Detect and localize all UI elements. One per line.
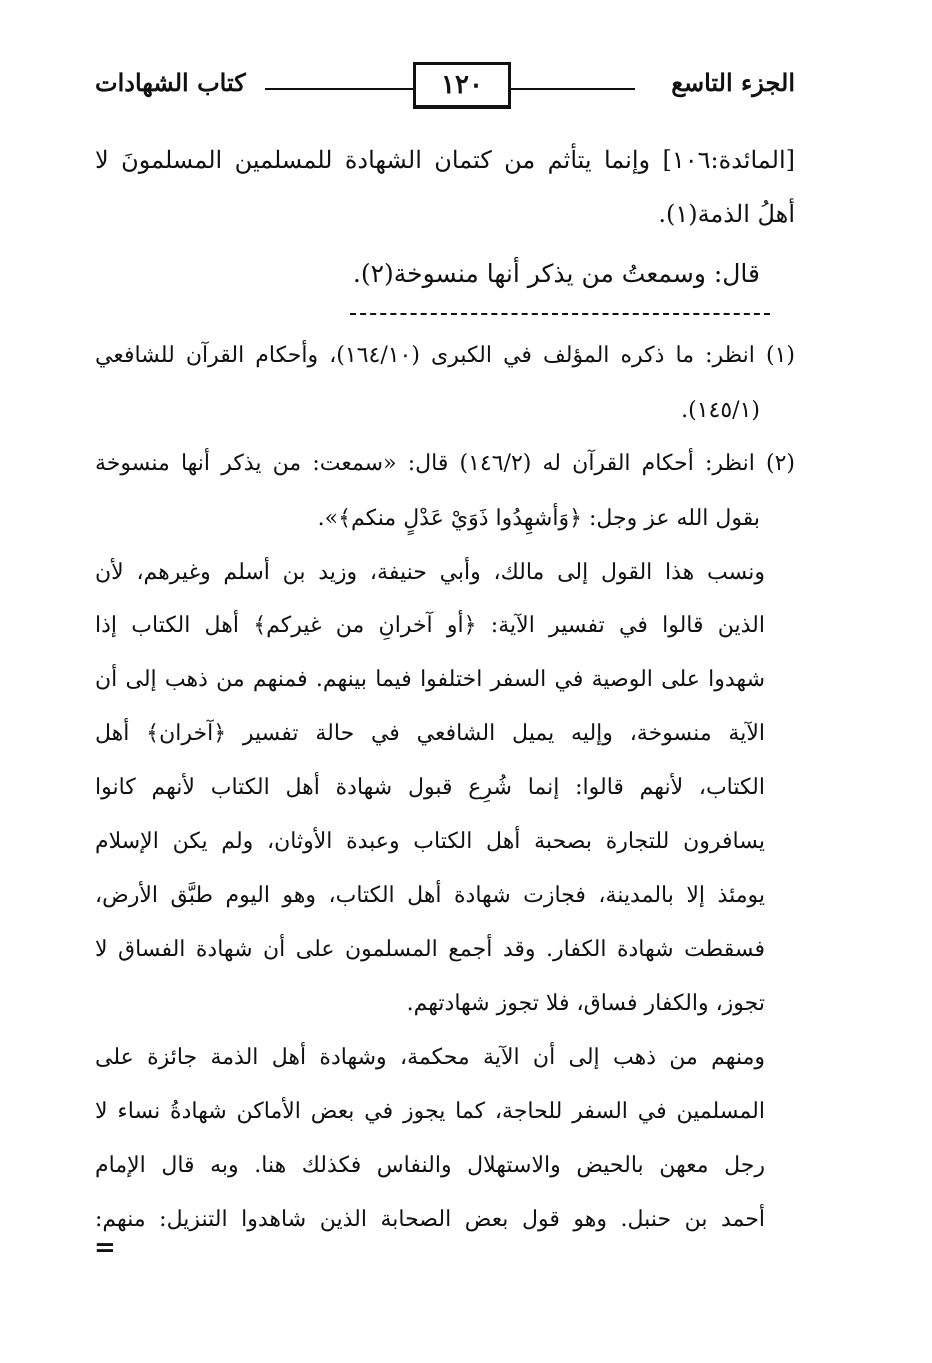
footnote-body-line-1: ونسب هذا القول إلى مالك، وأبي حنيفة، وزيد بن أسلم وغيرهم، لأن [95, 560, 765, 585]
footnote-body-line-8: فسقطت شهادة الكفار. وقد أجمع المسلمون على أن شهادة الفساق لا [95, 937, 765, 962]
footnote-body-line-4: الآية منسوخة، وإليه يميل الشافعي في حالة تفسير ﴿آخران﴾ أهل [95, 721, 765, 746]
page-header [95, 62, 795, 108]
footnote-body-line-9: تجوز، والكفار فساق، فلا تجوز شهادتهم. [406, 991, 765, 1016]
footnote-body-line-5: الكتاب، لأنهم قالوا: إنما شُرِع قبول شهادة أهل الكتاب لأنهم كانوا [95, 775, 765, 800]
header-part-title: الجزء التاسع [671, 68, 795, 97]
footnote-2-line-2: بقول الله عز وجل: ﴿وَأشهِدُوا ذَوَيْ عَدْلٍ منكم﴾». [317, 506, 760, 531]
footnote-body-line-2: الذين قالوا في تفسير الآية: ﴿أو آخرانِ من غيركم﴾ أهل الكتاب إذا [95, 613, 765, 638]
footnote-separator [350, 313, 770, 315]
header-book-title: كتاب الشهادات [95, 68, 246, 97]
main-text-line-2: أهلُ الذمة(١). [658, 200, 795, 228]
footnote-1-line-1: (١) انظر: ما ذكره المؤلف في الكبرى (١٦٤/١٠)، وأحكام القرآن للشافعي [95, 343, 795, 368]
continuation-mark: = [94, 1233, 116, 1263]
footnote-body-line-7: يومئذ إلا بالمدينة، فجازت شهادة أهل الكتاب، وهو اليوم طبَّق الأرض، [95, 883, 765, 908]
main-text-line-3: قال: وسمعتُ من يذكر أنها منسوخة(٢). [352, 259, 760, 288]
footnote-body-line-3: شهدوا على الوصية في السفر اختلفوا فيما بينهم. فمنهم من ذهب إلى أن [95, 667, 765, 692]
footnote-body-line-11: المسلمين في السفر للحاجة، كما يجوز في بعض الأماكن شهادةُ نساء لا [95, 1099, 765, 1124]
main-text-line-1: [المائدة:١٠٦] وإنما يتأثم من كتمان الشهادة للمسلمين المسلمونَ لا [95, 146, 795, 174]
footnote-body-line-6: يسافرون للتجارة بصحبة أهل الكتاب وعبدة الأوثان، ولم يكن الإسلام [95, 829, 765, 854]
page-number-box [413, 62, 511, 109]
footnote-2-line-1: (٢) انظر: أحكام القرآن له (١٤٦/٢) قال: «سمعت: من يذكر أنها منسوخة [95, 451, 795, 476]
footnote-1-line-2: (١٤٥/١). [681, 398, 760, 423]
footnote-body-line-12: رجل معهن بالحيض والاستهلال والنفاس فكذلك هنا. وبه قال الإمام [95, 1153, 765, 1178]
footnote-body-line-13: أحمد بن حنبل. وهو قول بعض الصحابة الذين شاهدوا التنزيل: منهم: [95, 1207, 765, 1232]
page-number: ١٢٠ [441, 70, 483, 100]
footnote-body-line-10: ومنهم من ذهب إلى أن الآية محكمة، وشهادة أهل الذمة جائزة على [95, 1045, 765, 1070]
